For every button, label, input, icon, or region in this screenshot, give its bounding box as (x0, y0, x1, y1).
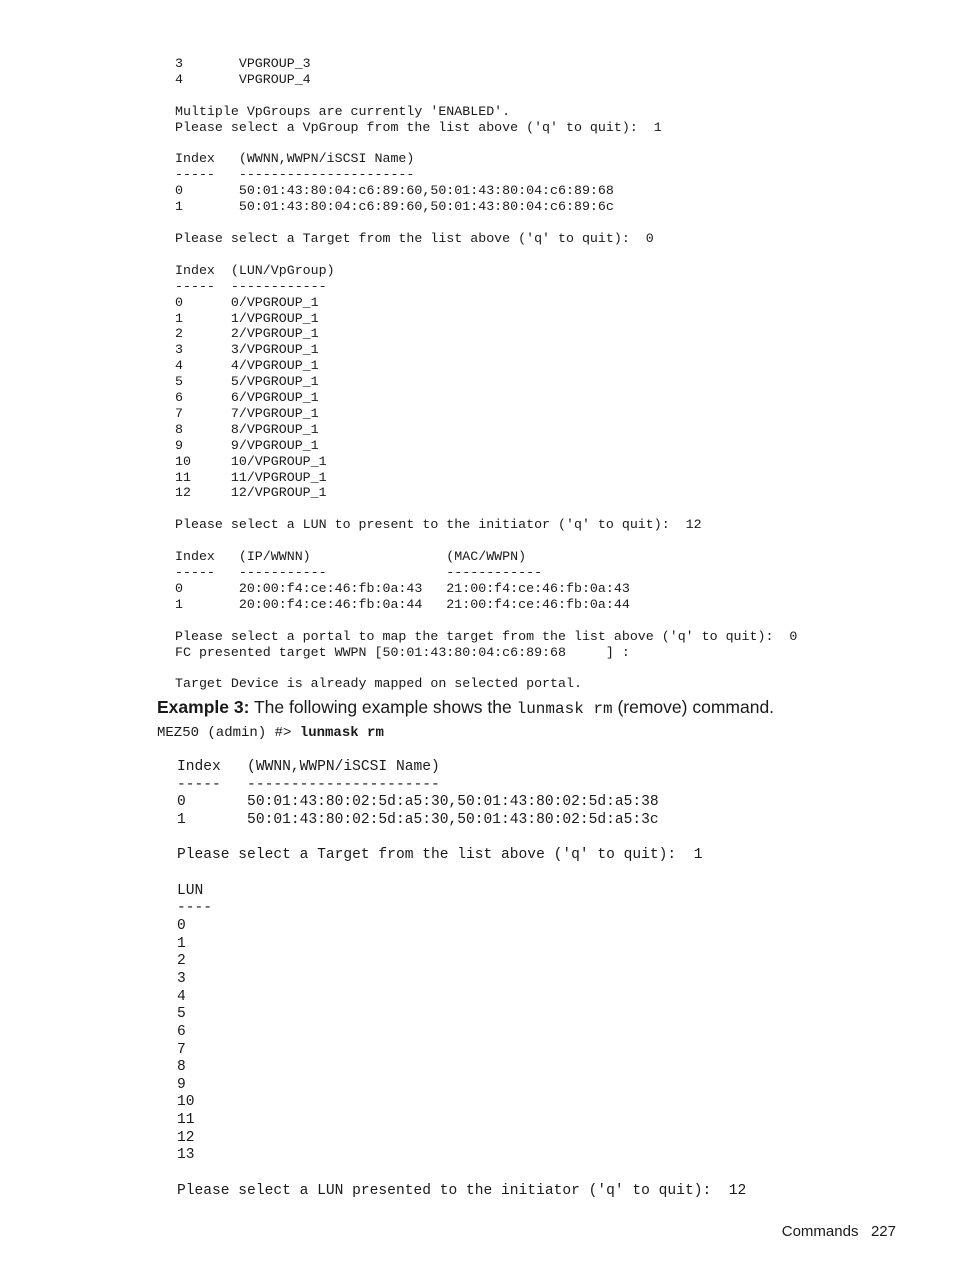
console-output-upper (175, 56, 797, 692)
console-line: Please select a VpGroup from the list above ('q' to quit): 1 (175, 119, 662, 135)
console-line: 4 (177, 988, 186, 1005)
console-line: ----- ----------- ------------ (175, 565, 543, 580)
cli-command: lunmask rm (299, 725, 384, 741)
console-line: 9 (177, 1076, 186, 1093)
console-line: 0 (177, 917, 186, 934)
console-line: 2 2/VPGROUP_1 (175, 326, 319, 342)
console-line: ---- (177, 900, 213, 917)
console-line (175, 533, 797, 549)
console-line (175, 501, 797, 517)
example-command: lunmask rm (516, 700, 613, 718)
example-text-after: (remove) command. (612, 697, 775, 717)
console-line: 7 7/VPGROUP_1 (175, 405, 319, 421)
console-line: 12 (177, 1129, 195, 1146)
console-line (175, 247, 797, 263)
console-line: Please select a Target from the list above ('q' to quit): 1 (177, 847, 703, 864)
console-line: 1 50:01:43:80:04:c6:89:60,50:01:43:80:04:c6:89:6c (175, 199, 614, 215)
console-line: 0 50:01:43:80:02:5d:a5:30,50:01:43:80:02:5d:a5:38 (177, 794, 659, 811)
example-caption (157, 696, 774, 720)
cli-prompt: MEZ50 (admin) #> (157, 725, 300, 741)
console-line (177, 865, 746, 883)
console-line: Index (IP/WWNN) (MAC/WWPN) (175, 549, 527, 565)
console-line: Please select a Target from the list above ('q' to quit): 0 (175, 230, 654, 246)
console-line: 3 3/VPGROUP_1 (175, 342, 319, 358)
console-line: 0 20:00:f4:ce:46:fb:0a:43 21:00:f4:ce:46:fb:0a:43 (175, 580, 630, 596)
page-footer (782, 1222, 896, 1242)
console-line: Target Device is already mapped on selected portal. (175, 676, 582, 692)
console-line: 2 (177, 953, 186, 970)
console-line: Multiple VpGroups are currently 'ENABLED'. (175, 103, 511, 119)
console-line: 4 4/VPGROUP_1 (175, 358, 319, 374)
console-line: Please select a LUN to present to the initiator ('q' to quit): 12 (175, 517, 702, 533)
console-line: Please select a LUN presented to the initiator ('q' to quit): 12 (177, 1182, 747, 1199)
console-line (175, 88, 797, 104)
console-line: 5 5/VPGROUP_1 (175, 374, 319, 390)
console-line: 1 20:00:f4:ce:46:fb:0a:44 21:00:f4:ce:46:fb:0a:44 (175, 596, 630, 612)
console-line: ----- ---------------------- (177, 776, 440, 793)
console-line: 10 (177, 1094, 195, 1111)
console-line: 10 10/VPGROUP_1 (175, 453, 327, 469)
console-line: ----- ---------------------- (175, 167, 415, 183)
console-line: 5 (177, 1006, 186, 1023)
console-line: 8 (177, 1059, 186, 1076)
console-line: 0 50:01:43:80:04:c6:89:60,50:01:43:80:04:c6:89:68 (175, 183, 614, 199)
console-line: Index (WWNN,WWPN/iSCSI Name) (177, 759, 440, 775)
console-line: 11 (177, 1112, 195, 1129)
console-line: Index (LUN/VpGroup) (175, 262, 335, 278)
console-line (175, 136, 797, 152)
console-line: ----- ------------ (175, 278, 327, 294)
console-output-lower (177, 759, 746, 1200)
console-line: 8 8/VPGROUP_1 (175, 421, 319, 437)
console-line: 13 (177, 1147, 195, 1164)
console-line: 1 1/VPGROUP_1 (175, 310, 319, 326)
console-line: 6 (177, 1023, 186, 1040)
console-line: 12 12/VPGROUP_1 (175, 485, 327, 501)
console-line: 3 VPGROUP_3 (175, 56, 311, 71)
console-line: 7 (177, 1041, 186, 1058)
console-line: 4 VPGROUP_4 (175, 71, 311, 87)
example-text-before: The following example shows the (249, 697, 517, 717)
console-line: FC presented target WWPN [50:01:43:80:04:c6:89:68 ] : (175, 644, 630, 660)
console-line (175, 660, 797, 676)
example-label: Example 3: (157, 697, 250, 717)
console-line: Index (WWNN,WWPN/iSCSI Name) (175, 151, 415, 167)
console-line: 1 50:01:43:80:02:5d:a5:30,50:01:43:80:02:5d:a5:3c (177, 811, 659, 828)
console-line: 3 (177, 970, 186, 987)
console-line: 11 11/VPGROUP_1 (175, 469, 327, 485)
console-line (175, 613, 797, 629)
console-line: LUN (177, 882, 204, 899)
console-line (177, 830, 746, 848)
footer-section: Commands (781, 1223, 859, 1240)
console-line: 0 0/VPGROUP_1 (175, 294, 319, 310)
page-number: 227 (870, 1223, 896, 1240)
console-line (175, 215, 797, 231)
console-line: Please select a portal to map the target from the list above ('q' to quit): 0 (175, 628, 798, 644)
console-line (177, 1165, 746, 1183)
console-line: 1 (177, 935, 186, 952)
console-line: 6 6/VPGROUP_1 (175, 390, 319, 406)
cli-prompt-line (157, 724, 384, 742)
console-line: 9 9/VPGROUP_1 (175, 437, 319, 453)
